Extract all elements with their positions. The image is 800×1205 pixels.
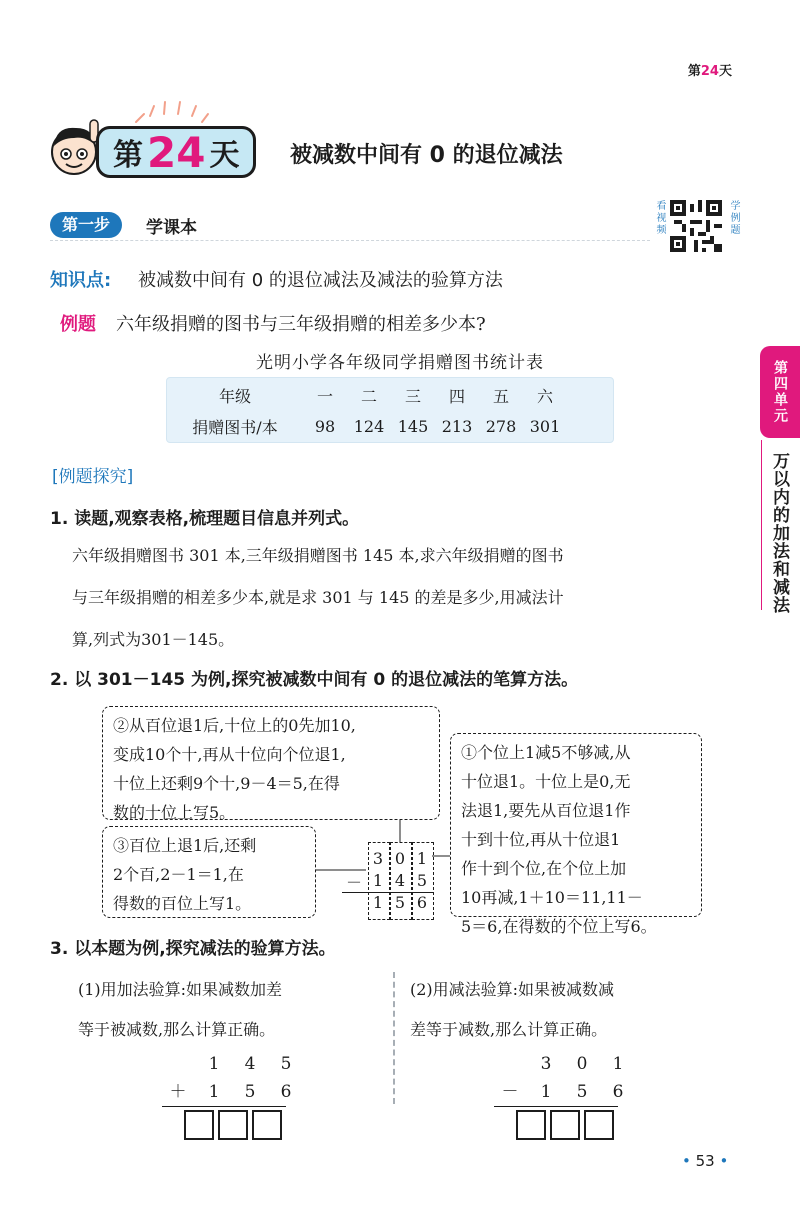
- answer-box[interactable]: [550, 1110, 580, 1140]
- table-grade: 三: [404, 386, 421, 406]
- day-badge: [96, 126, 256, 178]
- addition-line: [162, 1106, 286, 1107]
- note-line: 10再减,1＋10＝11,11－: [461, 888, 643, 907]
- answer-box[interactable]: [516, 1110, 546, 1140]
- digit: 4: [244, 1054, 256, 1074]
- subtraction-check: [492, 1050, 636, 1106]
- day-tag: [688, 60, 732, 79]
- note-line: 2个百,2－1＝1,在: [113, 865, 244, 884]
- minus-sign: －: [501, 1082, 519, 1102]
- unit-tab-line: [761, 440, 762, 610]
- step-title: 学课本: [146, 218, 197, 238]
- column-divider: [393, 972, 395, 1104]
- digit: 0: [576, 1054, 588, 1074]
- answer-box[interactable]: [218, 1110, 248, 1140]
- method-line: (2)用减法验算:如果被减数减: [410, 980, 615, 999]
- unit-name: 万以内的加法和减法: [769, 452, 789, 614]
- spacer: [160, 1050, 196, 1078]
- table-value: 213: [441, 416, 473, 436]
- unit-tab[interactable]: 第四单元: [760, 346, 800, 438]
- digit: 1: [372, 893, 384, 912]
- note-line: 变成10个十,再从十位向个位退1,: [113, 745, 346, 764]
- step-2-note: [102, 706, 440, 820]
- table-grade: 二: [360, 386, 377, 406]
- table-grade: 一: [316, 386, 333, 406]
- question-3-heading: 3. 以本题为例,探究减法的验算方法。: [50, 939, 336, 959]
- table-value: 145: [397, 416, 429, 436]
- subtraction-top-row: [492, 1050, 636, 1078]
- page-number: [682, 1152, 728, 1170]
- note-line: 十位退1。十位上是0,无: [461, 772, 631, 791]
- result-line: [342, 892, 434, 893]
- dot-icon: •: [682, 1152, 691, 1170]
- method-line: (1)用加法验算:如果减数加差: [78, 980, 283, 999]
- digit: 1: [372, 871, 384, 890]
- digit: 6: [612, 1082, 624, 1102]
- table-caption: 光明小学各年级同学捐赠图书统计表: [256, 353, 544, 373]
- digit: 6: [416, 893, 428, 912]
- sun-rays-icon: [130, 96, 210, 126]
- digit: 1: [416, 849, 428, 868]
- digit: 1: [208, 1054, 220, 1074]
- qr-code-icon[interactable]: [670, 200, 722, 252]
- question-1-line: 与三年级捐赠的相差多少本,就是求 301 与 145 的差是多少,用减法计: [72, 588, 564, 607]
- digit: 1: [208, 1082, 220, 1102]
- answer-box[interactable]: [184, 1110, 214, 1140]
- table-data-row: [167, 411, 613, 441]
- tens-column: [390, 848, 410, 914]
- table-value: 98: [314, 416, 336, 436]
- table-value: 301: [529, 416, 561, 436]
- question-1-line: 六年级捐赠图书 301 本,三年级捐赠图书 145 本,求六年级捐赠的图书: [72, 546, 564, 565]
- explore-label: [例题探究]: [52, 467, 134, 487]
- table-header-row: [167, 380, 613, 410]
- badge-number: 24: [147, 127, 206, 177]
- qr-caption-right: 学例题: [728, 200, 739, 236]
- method-line: 差等于减数,那么计算正确。: [410, 1020, 608, 1039]
- example-label: 例题: [60, 314, 96, 335]
- method-line: 等于被减数,那么计算正确。: [78, 1020, 276, 1039]
- step-pill: 第一步: [50, 212, 122, 238]
- answer-box[interactable]: [252, 1110, 282, 1140]
- addition-top-row: [160, 1050, 304, 1078]
- table-value: 278: [485, 416, 517, 436]
- question-1-body: [72, 535, 742, 661]
- hundreds-column: [368, 848, 388, 914]
- question-2-heading: 2. 以 301－145 为例,探究被减数中间有 0 的退位减法的笔算方法。: [50, 670, 579, 690]
- badge-prefix: 第: [113, 138, 143, 173]
- table-header-label: 年级: [218, 386, 251, 406]
- minus-sign: －: [345, 873, 362, 892]
- digit: 6: [280, 1082, 292, 1102]
- note-line: 数的十位上写5。: [113, 803, 236, 822]
- day-tag-number: 24: [700, 64, 719, 79]
- addition-bottom-row: [160, 1078, 304, 1106]
- note-line: 得数的百位上写1。: [113, 894, 252, 913]
- digit: 5: [394, 893, 406, 912]
- answer-box[interactable]: [584, 1110, 614, 1140]
- digit: 5: [416, 871, 428, 890]
- step-3-note: [102, 826, 316, 918]
- table-grade: 四: [448, 386, 465, 406]
- table-value: 124: [353, 416, 385, 436]
- knowledge-label: 知识点:: [50, 270, 112, 291]
- table-row-label: 捐赠图书/本: [192, 417, 278, 437]
- day-tag-prefix: 第: [687, 64, 701, 79]
- column-subtraction: [338, 848, 428, 920]
- digit: 5: [280, 1054, 292, 1074]
- digit: 0: [394, 849, 406, 868]
- note-line: ③百位上退1后,还剩: [113, 836, 257, 855]
- day-tag-suffix: 天: [718, 64, 732, 79]
- spacer: [492, 1050, 528, 1078]
- digit: 5: [244, 1082, 256, 1102]
- note-line: 法退1,要先从百位退1作: [461, 801, 631, 820]
- note-line: ①个位上1减5不够减,从: [461, 743, 631, 762]
- digit: 1: [612, 1054, 624, 1074]
- question-1-line: 算,列式为301－145。: [72, 630, 235, 649]
- note-line: 作十到个位,在个位上加: [461, 859, 627, 878]
- table-grade: 五: [492, 386, 509, 406]
- subtraction-line: [494, 1106, 618, 1107]
- ones-column: [412, 848, 432, 914]
- method-1-text: [78, 970, 378, 1050]
- digit: 3: [372, 849, 384, 868]
- example-text: 六年级捐赠的图书与三年级捐赠的相差多少本?: [116, 314, 486, 335]
- digit: 5: [576, 1082, 588, 1102]
- knowledge-text: 被减数中间有 0 的退位减法及减法的验算方法: [138, 270, 503, 291]
- note-line: ②从百位退1后,十位上的0先加10,: [113, 716, 356, 735]
- addition-check: [160, 1050, 304, 1106]
- note-line: 5＝6,在得数的个位上写6。: [461, 917, 657, 936]
- dot-icon: •: [719, 1152, 729, 1170]
- digit: 3: [540, 1054, 552, 1074]
- step-1-note: [450, 733, 702, 936]
- digit: 4: [394, 871, 406, 890]
- question-1-heading: 1. 读题,观察表格,梳理题目信息并列式。: [50, 509, 360, 529]
- method-2-text: [410, 970, 710, 1050]
- donation-table: [166, 377, 614, 443]
- digit: 1: [540, 1082, 552, 1102]
- note-line: 十位上还剩9个十,9－4＝5,在得: [113, 774, 340, 793]
- divider-line: [50, 240, 650, 241]
- lesson-title: 被减数中间有 0 的退位减法: [290, 143, 563, 168]
- badge-suffix: 天: [209, 138, 240, 173]
- table-grade: 六: [536, 386, 553, 406]
- plus-sign: ＋: [169, 1082, 187, 1102]
- note-line: 十到十位,再从十位退1: [461, 830, 621, 849]
- subtraction-bottom-row: [492, 1078, 636, 1106]
- qr-caption-left: 看视频: [654, 200, 665, 236]
- page-number-value: 53: [695, 1152, 715, 1170]
